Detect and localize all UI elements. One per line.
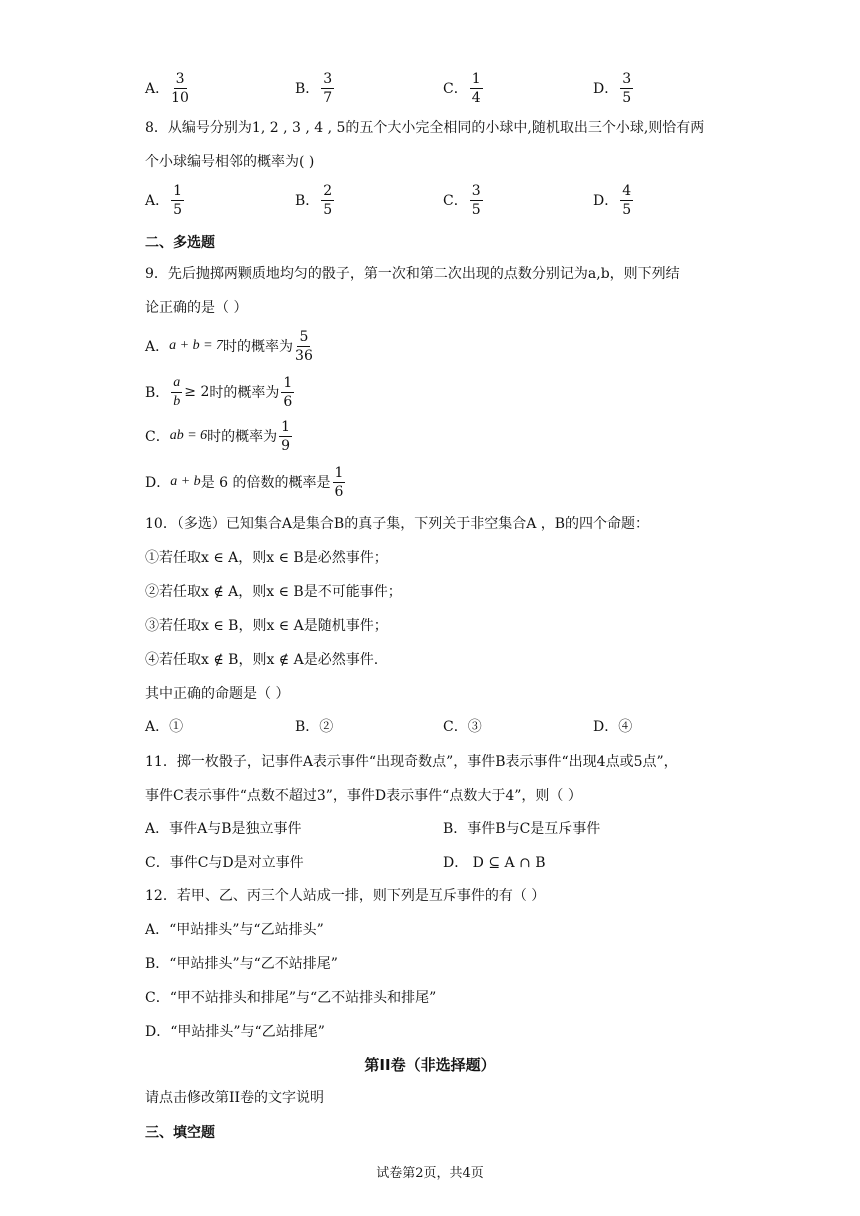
q11-options-row1 <box>145 818 745 842</box>
q12-option-a: A．“甲站排头”与“乙站排头” <box>145 922 324 938</box>
q10-statement-4: ④若任取x ∉ B，则x ∉ A是必然事件. <box>145 652 379 668</box>
q9-stem-line1: 9．先后抛掷两颗质地均匀的骰子，第一次和第二次出现的点数分别记为a,b，则下列结 <box>145 266 680 282</box>
q8-stem-line1: 8．从编号分别为1, 2 , 3 , 4 , 5的五个大小完全相同的小球中,随机取出三个小球,则恰有两 <box>145 120 705 136</box>
q11-option-b: B．事件B与C是互斥事件 <box>443 821 601 837</box>
q10-ask: 其中正确的命题是（ ） <box>145 686 290 702</box>
q10-stem: 10．（多选）已知集合A是集合B的真子集，下列关于非空集合A ，B的四个命题： <box>145 516 650 532</box>
section-2-heading: 二、多选题 <box>145 235 215 251</box>
part-2-title: 第II卷（非选择题） <box>364 1056 496 1074</box>
q8-option-b: B． $\frac{2}{5}$ <box>295 182 333 218</box>
q7-option-c: C． $\frac{1}{4}$ <box>443 70 481 106</box>
q9-stem-line2: 论正确的是（ ） <box>145 300 248 316</box>
q10-option-b: B．② <box>295 719 334 735</box>
q8-stem-line2: 个小球编号相邻的概率为( ) <box>145 154 315 170</box>
q8-option-c: C． $\frac{3}{5}$ <box>443 182 481 218</box>
q11-option-d: D． D ⊆ A ∩ B <box>443 855 546 871</box>
q10-statement-3: ③若任取x ∈ B，则x ∈ A是随机事件； <box>145 618 388 634</box>
part-2-note: 请点击修改第II卷的文字说明 <box>145 1090 325 1106</box>
q10-option-a: A．① <box>145 719 184 735</box>
q9-option-b: B． $\frac{a}{b}$ ≥ 2 时的概率为 $\frac{1}{6}$ <box>145 374 293 410</box>
q10-statement-2: ②若任取x ∉ A，则x ∈ B是不可能事件； <box>145 584 402 600</box>
q8-option-d: D． $\frac{4}{5}$ <box>593 182 632 218</box>
q12-option-d: D．“甲站排头”与“乙站排尾” <box>145 1024 325 1040</box>
q11-option-c: C．事件C与D是对立事件 <box>145 855 304 871</box>
q10-option-d: D．④ <box>593 719 633 735</box>
q12-option-c: C．“甲不站排头和排尾”与“乙不站排头和排尾” <box>145 990 437 1006</box>
page-footer: 试卷第2页，共4页 <box>376 1166 484 1181</box>
q12-stem: 12．若甲、乙、丙三个人站成一排，则下列是互斥事件的有（ ） <box>145 888 546 904</box>
q8-option-a: A． $\frac{1}{5}$ <box>145 182 183 218</box>
q7-option-d: D． $\frac{3}{5}$ <box>593 70 632 106</box>
section-3-heading: 三、填空题 <box>145 1125 215 1141</box>
q7-option-a: A． $\frac{3}{10}$ <box>145 70 189 106</box>
q10-statement-1: ①若任取x ∈ A，则x ∈ B是必然事件； <box>145 550 388 566</box>
q11-stem-line2: 事件C表示事件“点数不超过3”，事件D表示事件“点数大于4”，则（ ） <box>145 788 582 804</box>
q10-options <box>145 716 745 740</box>
q11-option-a: A．事件A与B是独立事件 <box>145 821 302 837</box>
q9-option-c: C． ab = 6 时的概率为 $\frac{1}{9}$ <box>145 418 291 454</box>
q7-options <box>145 66 745 110</box>
q10-option-c: C．③ <box>443 719 482 735</box>
q9-option-d: D． a + b 是 6 的倍数的概率是 $\frac{1}{6}$ <box>145 464 344 500</box>
q11-options-row2 <box>145 852 745 876</box>
q8-options <box>145 178 745 222</box>
q12-option-b: B．“甲站排头”与“乙不站排尾” <box>145 956 338 972</box>
q11-stem-line1: 11．掷一枚骰子，记事件A表示事件“出现奇数点”，事件B表示事件“出现4点或5点”， <box>145 754 678 770</box>
q7-option-b: B． $\frac{3}{7}$ <box>295 70 333 106</box>
q9-option-a: A． a + b = 7 时的概率为 $\frac{5}{36}$ <box>145 328 313 364</box>
